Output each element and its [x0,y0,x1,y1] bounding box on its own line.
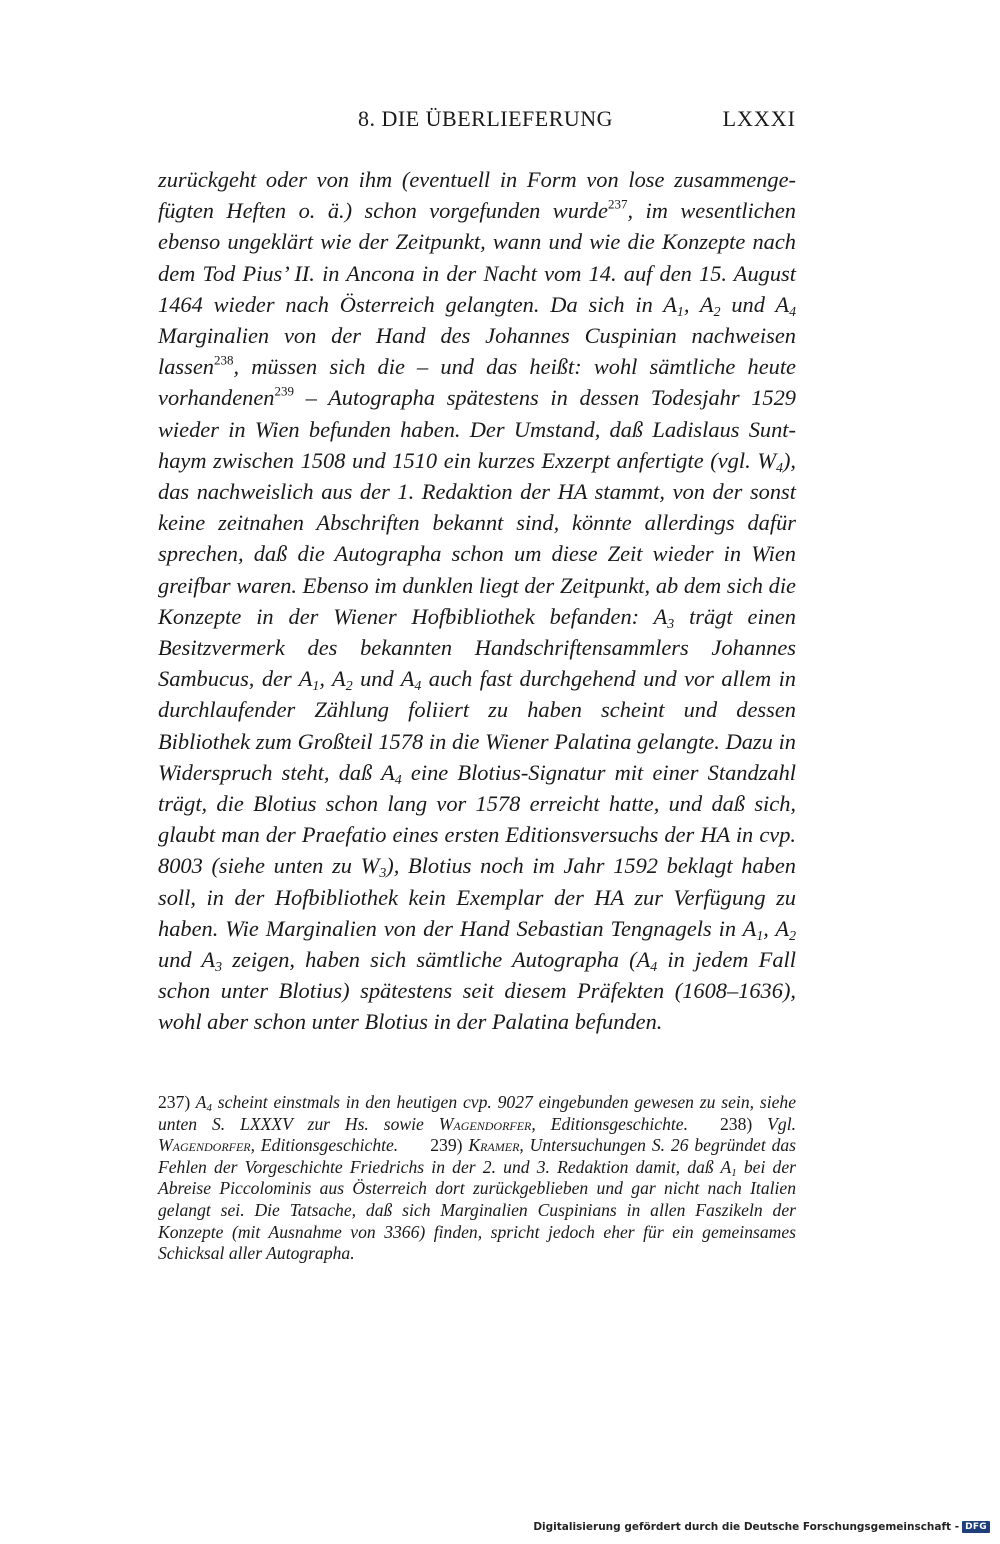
main-text [158,164,796,1038]
footnotes [158,1092,796,1265]
subscript: 4 [650,959,658,975]
funding-notice [533,1518,990,1536]
text-run: bei der Abreise Piccolominis aus Österreich dort zurückgeblieben und gar nicht nach Italien gelangt sei. Die Tatsache, daß sich Marginalien Cuspinians in allen Faszikeln der Konzepte (mit Ausnahme von 3366) finden, spricht jedoch eher für ein gemeinsames Schicksal aller Autographa. [158,1156,796,1264]
footnote-ref-239: 239 [274,383,294,399]
chapter-title: 8. DIE ÜBERLIEFERUNG [358,106,614,131]
author-name: Kramer [468,1135,520,1156]
text-run: , Untersuchungen S. 26 begründet das Fehlen der Vorgeschichte Friedrichs in der 2. und 3. Redaktion damit, daß A [158,1135,797,1177]
subscript: 3 [379,866,387,882]
text-run: – Autographa spätestens in dessen Todesjahr 1529 wieder in Wien befunden haben. Der Umstand, daß Ladislaus Sunthaym zwischen 1508 und 1510 ein kurzes Exzerpt anfertigte (vgl. W [158,385,796,473]
text-run: A [190,1092,207,1112]
text-run: eine Blotius-Signatur mit einer Standzahl trägt, die Blotius schon lang vor 1578 erreicht hatte, und daß sich, glaubt man der Praefatio eines ersten Editionsversuchs der HA in cvp. 8003 (siehe unten zu W [158,759,796,879]
footnote-ref-238: 238 [213,352,234,368]
author-name: Wagendorfer [158,1135,251,1156]
running-header [158,106,796,138]
subscript: 2 [789,928,796,944]
subscript: 3 [215,959,222,975]
text-run: , A [763,915,790,941]
text-run: und A [720,291,790,317]
text-run: , A [683,291,714,317]
subscript: 1 [756,928,764,944]
footnote-text [158,1092,796,1134]
text-run: trägt einen Besitzvermerk des bekannten Handschriftensammlers Johannes Sambucus, der A [158,603,797,692]
text-run: auch fast durchgehend und vor allem in durchlaufender Zählung foliiert zu haben scheint und dessen Bibliothek zum Großteil 1578 in die Wiener Palatina gelangte. Dazu in Widerspruch steht, daß A [158,666,797,785]
text-run: und A [352,666,415,692]
text-run: Vgl. [752,1113,796,1134]
subscript: 4 [776,460,783,476]
funding-text: Digitalisierung gefördert durch die Deutsche Forschungsgemeinschaft - [533,1521,960,1533]
text-run: und A [158,947,216,973]
subscript: 1 [676,304,684,320]
text-run: ), Blotius noch im Jahr 1592 beklagt haben soll, in der Hofbibliothek kein Exemplar der HA zur Verfügung zu haben. Wie Marginalien von der Hand Sebastian Tengnagels in A [158,853,796,941]
text-run: , A [319,666,346,692]
subscript: 4 [414,679,422,695]
text-run: , müssen sich die – und das heißt: wohl sämtliche heute vorhandenen [158,354,796,411]
text-run: , Editionsgeschichte. [531,1113,688,1134]
subscript: 4 [206,1102,212,1115]
author-name: Wagendorfer [438,1113,532,1134]
text-run: , Editionsgeschichte. [250,1135,399,1156]
subscript: 2 [713,304,721,320]
footnote-ref-237: 237 [607,196,628,212]
text-run: ), das nachweislich aus der 1. Redaktion der HA stammt, von der sonst keine zeitnahen Abschriften bekannt sind, könnte allerdings dafür sprechen, daß die Autographa schon um diese Zeit wieder in Wien greifbar waren. Ebenso im dunklen liegt der Zeitpunkt, ab dem sich die Konzepte in der Wiener Hofbibliothek befanden: A [158,447,796,629]
page-number: LXXXI [722,106,796,131]
paragraph [158,164,796,1038]
text-run: zeigen, haben sich sämtliche Autographa (A [222,947,651,973]
text-run: , im wesentlichen ebenso ungeklärt wie der Zeitpunkt, wann und wie die Konzepte nach dem Tod Pius’ II. in Ancona in der Nacht vom 14. auf den 15. August 1464 wieder nach Österreich gelangten. Da sich in A [158,198,797,317]
subscript: 1 [731,1166,737,1179]
text-run: zurückgeht oder von ihm (eventuell in Form von lose zusammengefügten Heften o. ä.) schon vorgefunden wurde [158,167,796,224]
subscript: 1 [312,679,320,695]
text-run: scheint einstmals in den heutigen cvp. 9027 eingebunden gewesen zu sein, siehe unten S. LXXXV zur Hs. sowie [158,1092,796,1134]
subscript: 4 [789,304,796,320]
subscript: 3 [667,616,675,632]
footnote-number-238: 238) [720,1113,753,1134]
subscript: 2 [345,679,353,695]
text-run: Marginalien von der Hand des Johannes Cuspinian nachweisen lassen [158,323,796,380]
footnote-number-237: 237) [158,1092,191,1112]
footnote-number-239: 239) [430,1135,463,1156]
subscript: 4 [394,772,402,788]
dfg-logo-icon: DFG [962,1521,990,1533]
text-run: in jedem Fall schon unter Blotius) spätestens seit diesem Präfekten (1608–1636), wohl aber schon unter Blotius in der Palatina befunden. [158,947,796,1035]
footnote-block [158,1092,796,1265]
